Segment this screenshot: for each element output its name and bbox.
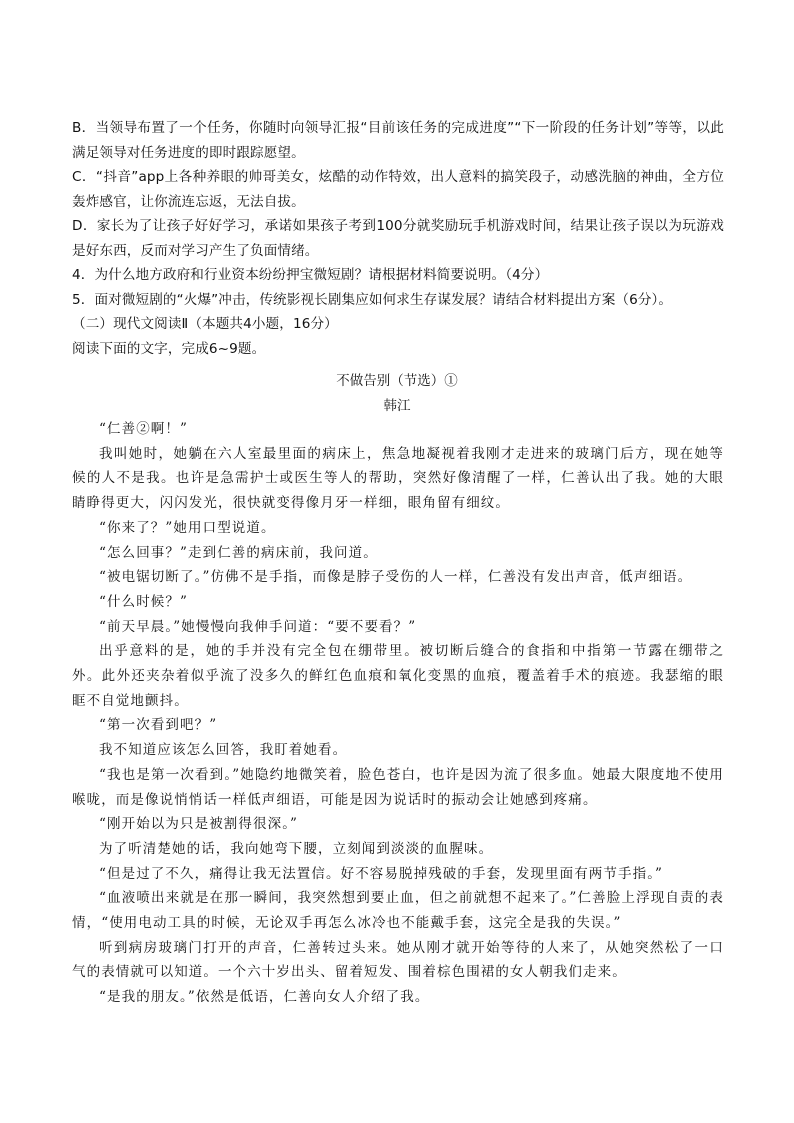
story-author: 韩江: [383, 398, 411, 414]
question-4: 4．为什么地方政府和行业资本纷纷押宝微短剧？请根据材料简要说明。（4分）: [72, 267, 549, 283]
question-5: 5．面对微短剧的“火爆”冲击，传统影视长剧集应如何求生存谋发展？请结合材料提出方案（6分）。: [72, 291, 673, 308]
story-paragraph: “我也是第一次看到。”她隐约地微笑着，脸色苍白，也许是因为流了很多血。她最大限度地不使用喉咙，而是像说悄悄话一样低声细语，可能是因为说话时的振动会让她感到疼痛。: [72, 766, 724, 808]
story-paragraph: 出乎意料的是，她的手并没有完全包在绷带里。被切断后缝合的食指和中指第一节露在绷带之外。此外还夹杂着似乎流了没多久的鲜红色血痕和氧化变黑的血痕，覆盖着手术的痕迹。我瑟缩的眼眶不自觉地颤抖。: [72, 643, 724, 709]
story-paragraph: “怎么回事？”走到仁善的病床前，我问道。: [99, 544, 378, 561]
story-paragraph: “刚开始以为只是被割得很深。”: [99, 816, 299, 833]
story-body: [72, 417, 724, 1010]
option-d: D．家长为了让孩子好好学习，承诺如果孩子考到100分就奖励玩手机游戏时间，结果让孩子误以为玩游戏是好东西，反而对学习产生了负面情绪。: [72, 218, 724, 259]
story-paragraph: “血液喷出来就是在那一瞬间，我突然想到要止血，但之前就想不起来了。”仁善脸上浮现自责的表情，“使用电动工具的时候，无论双手再怎么冰冷也不能戴手套，这完全是我的失误。”: [72, 890, 724, 932]
story-paragraph: “被电锯切断了。”仿佛不是手指，而像是脖子受伤的人一样，仁善没有发出声音，低声细语。: [99, 569, 693, 586]
story-paragraph: “第一次看到吧？”: [99, 717, 218, 734]
story-paragraph: “前天早晨。”她慢慢向我伸手问道：“要不要看？”: [99, 618, 417, 635]
story-paragraph: “你来了？”她用口型说道。: [99, 519, 276, 536]
story-paragraph: 我不知道应该怎么回答，我盯着她看。: [99, 742, 348, 759]
story-paragraph: 我叫她时，她躺在六人室最里面的病床上，焦急地凝视着我刚才走进来的玻璃门后方，现在她等候的人不是我。也许是急需护士或医生等人的帮助，突然好像清醒了一样，仁善认出了我。她的大眼睛睁得更大，闪闪发光，很快就变得像月牙一样细，眼角留有细纹。: [72, 445, 724, 512]
story-paragraph: 为了听清楚她的话，我向她弯下腰，立刻闻到淡淡的血腥味。: [99, 840, 494, 857]
option-c: C．“抖音”app上各种养眼的帅哥美女，炫酷的动作特效，出人意料的搞笑段子，动感洗脑的神曲，全方位轰炸感官，让你流连忘返，无法自拔。: [72, 169, 724, 210]
section-instruction: 阅读下面的文字，完成6~9题。: [72, 340, 266, 357]
story-paragraph: “是我的朋友。”依然是低语，仁善向女人介绍了我。: [99, 989, 430, 1006]
story-paragraph: 听到病房玻璃门打开的声音，仁善转过头来。她从刚才就开始等待的人来了，从她突然松了一口气的表情就可以知道。一个六十岁出头、留着短发、围着棕色围裙的女人朝我们走来。: [72, 939, 724, 981]
section-heading: （二）现代文阅读Ⅱ（本题共4小题，16分）: [72, 316, 338, 332]
option-b: B．当领导布置了一个任务，你随时向领导汇报“目前该任务的完成进度”“下一阶段的任务计划”等等，以此满足领导对任务进度的即时跟踪愿望。: [72, 120, 724, 161]
story-paragraph: “但是过了不久，痛得让我无法置信。好不容易脱掉残破的手套，发现里面有两节手指。”: [99, 865, 664, 882]
options-block: [72, 116, 724, 361]
story-title: 不做告别（节选）①: [336, 373, 458, 389]
story-paragraph: “什么时候？”: [99, 593, 189, 610]
story-paragraph: “仁善②啊！”: [99, 421, 189, 437]
